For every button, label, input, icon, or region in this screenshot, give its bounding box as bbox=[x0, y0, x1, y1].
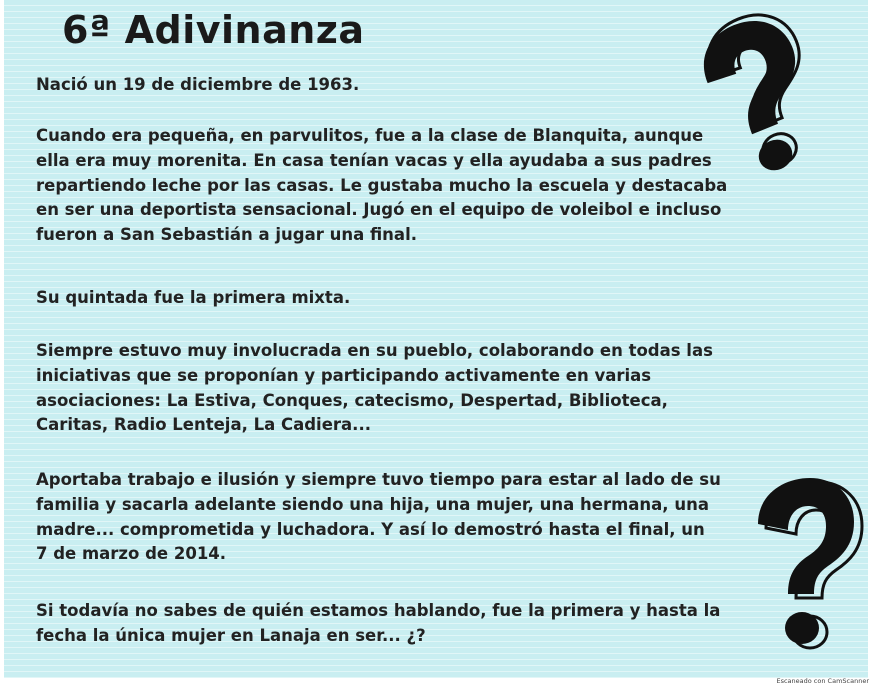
paragraph-community: Siempre estuvo muy involucrada en su pueblo, colaborando en todas las iniciativas que se proponían y participando activamente en varias asociaciones: La Estiva, Conques, catecismo, Despertad, Biblioteca, Caritas, Radio Lenteja, La Cadiera... bbox=[36, 341, 713, 435]
question-mark-icon bbox=[748, 472, 868, 662]
paragraph-question: Si todavía no sabes de quién estamos hablando, fue la primera y hasta la fecha la única mujer en Lanaja en ser... ¿? bbox=[36, 601, 721, 645]
paragraph-family: Aportaba trabajo e ilusión y siempre tuvo tiempo para estar al lado de su familia y sacarla adelante siendo una hija, una mujer, una hermana, una madre... comprometida y luchadora. Y así lo demostró hasta el final, un 7 de marzo de 2014. bbox=[36, 470, 721, 564]
paragraph-childhood: Cuando era pequeña, en parvulitos, fue a la clase de Blanquita, aunque ella era muy morenita. En casa tenían vacas y ella ayudaba a sus padres repartiendo leche por las casas. Le gustaba mucho la escuela y destacaba en ser una deportista sensacional. Jugó en el equipo de voleibol e incluso fueron a San Sebastián a jugar una final. bbox=[36, 126, 728, 245]
scanner-watermark: Escaneado con CamScanner bbox=[776, 677, 869, 685]
paragraph-birth-date: Nació un 19 de diciembre de 1963. bbox=[36, 75, 360, 94]
page-title: 6ª Adivinanza bbox=[62, 8, 365, 52]
riddle-sheet bbox=[4, 0, 868, 678]
paragraph-quintada: Su quintada fue la primera mixta. bbox=[36, 288, 351, 307]
question-mark-icon bbox=[676, 6, 836, 186]
